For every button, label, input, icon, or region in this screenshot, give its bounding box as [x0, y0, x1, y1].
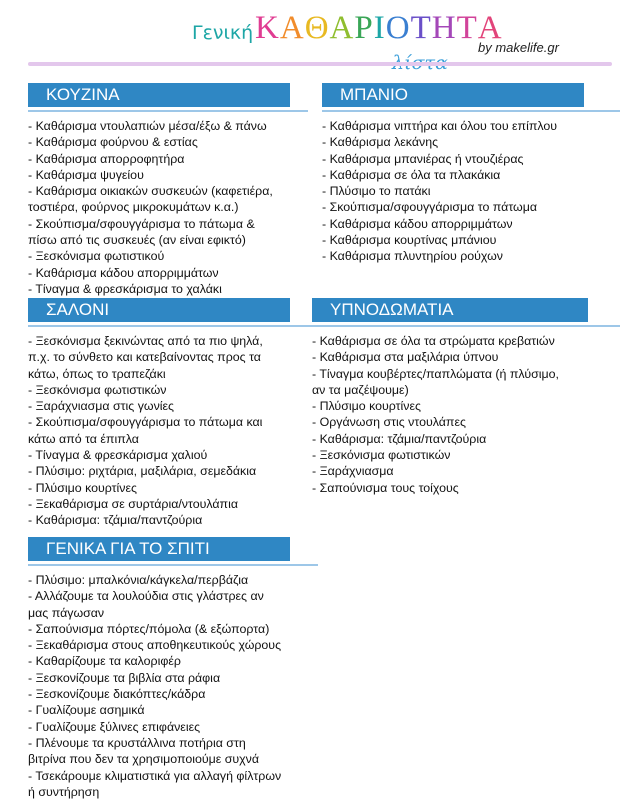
list-item: - Πλύσιμο κουρτίνες: [312, 399, 421, 414]
list-item: - Αλλάζουμε τα λουλούδια στις γλάστρες αν: [28, 589, 264, 604]
list-item: - Ξεκαθάρισμα στους αποθηκευτικούς χώρους: [28, 638, 282, 653]
list-item: - Καθάρισμα νιπτήρα και όλου του επίπλου: [322, 119, 558, 133]
list-item: - Οργάνωση στις ντουλάπες: [312, 415, 466, 430]
list-item: - Καθάρισμα ντουλαπιών μέσα/έξω & πάνω: [28, 119, 267, 133]
section-genika: [28, 537, 318, 800]
title-letter: Α: [477, 10, 503, 46]
list-item: - Καθάρισμα πλυντηρίου ρούχων: [322, 249, 503, 264]
title-letter: Α: [329, 10, 355, 46]
title-letter: Α: [279, 10, 305, 46]
list-item: - Σκούπισμα/σφουγγάρισμα το πάτωμα: [322, 200, 538, 215]
task-list: [28, 572, 318, 800]
list-item: - Τίναγμα κουβέρτες/παπλώματα (ή πλύσιμο,: [312, 366, 559, 381]
list-item: - Ξαράχνιασμα στις γωνίες: [28, 399, 175, 414]
section-title: ΜΠΑΝΙΟ: [322, 83, 584, 107]
list-item: τοστιέρα, φούρνος μικροκυμάτων κ.α.): [28, 200, 239, 215]
list-item: - Καθάρισμα κουρτίνας μπάνιου: [322, 233, 497, 248]
list-item: - Πλύσιμο: μπαλκόνια/κάγκελα/περβάζια: [28, 573, 249, 587]
list-item: - Τσεκάρουμε κλιματιστικά για αλλαγή φίλτρων: [28, 768, 282, 783]
task-list: [322, 118, 620, 265]
section-divider: [312, 325, 620, 327]
list-item: - Γυαλίζουμε ασημικά: [28, 703, 145, 718]
header-divider: [28, 62, 612, 66]
list-item: - Ξεσκόνισμα φωτιστικών: [312, 448, 451, 463]
list-item: - Σκούπισμα/σφουγγάρισμα το πάτωμα &: [28, 216, 255, 231]
list-item: - Καθάρισμα φούρνου & εστίας: [28, 135, 198, 150]
list-item: - Καθαρίζουμε τα καλοριφέρ: [28, 654, 181, 669]
section-saloni: [28, 298, 312, 529]
title-letter: Κ: [255, 10, 280, 46]
list-item: - Καθάρισμα μπανιέρας ή ντουζιέρας: [322, 151, 524, 166]
list-item: - Πλύσιμο κουρτίνες: [28, 480, 137, 495]
section-divider: [322, 110, 620, 112]
task-list: [312, 333, 620, 496]
section-title: ΥΠΝΟΔΩΜΑΤΙΑ: [312, 298, 588, 322]
list-item: - Πλύσιμο: ριχτάρια, μαξιλάρια, σεμεδάκια: [28, 464, 257, 479]
section-title: ΚΟΥΖΙΝΑ: [28, 83, 290, 107]
page-title: [255, 10, 503, 47]
title-letter: Ο: [385, 10, 411, 46]
list-item: - Σαπούνισμα πόρτες/πόμολα (& εξώπορτα): [28, 621, 270, 636]
title-letter: Ι: [373, 10, 386, 46]
section-title: ΓΕΝΙΚΑ ΓΙΑ ΤΟ ΣΠΙΤΙ: [28, 537, 290, 561]
list-item: - Πλένουμε τα κρυστάλλινα ποτήρια στη: [28, 735, 246, 750]
list-item: κάτω από τα έπιπλα: [28, 431, 139, 446]
list-item: - Ξεσκονίζουμε διακόπτες/κάδρα: [28, 687, 206, 702]
task-list: [28, 333, 312, 529]
list-item: - Γυαλίζουμε ξύλινες επιφάνειες: [28, 719, 201, 734]
list-item: - Καθάρισμα οικιακών συσκευών (καφετιέρα,: [28, 184, 273, 199]
list-item: - Ξεσκόνισμα φωτιστικού: [28, 249, 165, 264]
title-letter: Θ: [304, 10, 330, 46]
list-item: - Καθάρισμα ψυγείου: [28, 167, 144, 182]
section-divider: [28, 325, 312, 327]
section-ypnodomatia: [312, 298, 620, 496]
list-item: - Ξεσκόνισμα φωτιστικών: [28, 382, 167, 397]
list-item: - Καθάρισμα: τζάμια/παντζούρια: [28, 513, 203, 528]
page-header: [0, 0, 640, 80]
list-item: πίσω από τις συσκευές (αν είναι εφικτό): [28, 233, 246, 248]
title-letter: Τ: [456, 10, 478, 46]
list-item: - Ξεσκόνισμα ξεκινώντας από τα πιο ψηλά,: [28, 334, 263, 348]
list-item: - Τίναγμα & φρεσκάρισμα χαλιού: [28, 448, 208, 463]
list-item: - Καθάρισμα λεκάνης: [322, 135, 439, 150]
list-item: - Ξεκαθάρισμα σε συρτάρια/ντουλάπια: [28, 496, 239, 511]
list-item: - Καθάρισμα απορροφητήρα: [28, 151, 185, 166]
list-item: - Καθάρισμα: τζάμια/παντζούρια: [312, 431, 487, 446]
source-credit: by makelife.gr: [478, 40, 559, 55]
list-item: - Καθάρισμα κάδου απορριμμάτων: [322, 216, 513, 231]
list-item: - Τίναγμα & φρεσκάρισμα το χαλάκι: [28, 281, 222, 296]
section-title: ΣΑΛΟΝΙ: [28, 298, 290, 322]
title-prefix: Γενική: [192, 22, 254, 44]
title-letter: Ρ: [354, 10, 374, 46]
task-list: [28, 118, 308, 297]
title-letter: Τ: [410, 10, 432, 46]
list-item: - Καθάρισμα κάδου απορριμμάτων: [28, 265, 219, 280]
list-item: - Ξεσκονίζουμε τα βιβλία στα ράφια: [28, 670, 221, 685]
list-item: μας πάγωσαν: [28, 605, 105, 620]
list-item: αν τα μαζέψουμε): [312, 382, 409, 397]
section-divider: [28, 564, 318, 566]
list-item: - Πλύσιμο το πατάκι: [322, 184, 431, 199]
list-item: - Σαπούνισμα τους τοίχους: [312, 480, 459, 495]
section-divider: [28, 110, 308, 112]
list-item: - Καθάρισμα σε όλα τα στρώματα κρεβατιών: [312, 334, 555, 348]
list-item: - Σκούπισμα/σφουγγάρισμα το πάτωμα και: [28, 415, 263, 430]
list-item: - Καθάρισμα στα μαξιλάρια ύπνου: [312, 350, 499, 365]
list-item: π.χ. το σύνθετο και κατεβαίνοντας προς τα: [28, 350, 261, 365]
list-item: - Καθάρισμα σε όλα τα πλακάκια: [322, 167, 501, 182]
section-kouzina: [28, 83, 308, 297]
list-item: ή συντήρηση: [28, 784, 100, 799]
list-item: - Ξαράχνιασμα: [312, 464, 394, 479]
list-item: κάτω, όπως το τραπεζάκι: [28, 366, 166, 381]
list-item: βιτρίνα που δεν τα χρησιμοποιούμε συχνά: [28, 752, 260, 767]
section-mpanio: [322, 83, 620, 265]
title-letter: Η: [431, 10, 457, 46]
